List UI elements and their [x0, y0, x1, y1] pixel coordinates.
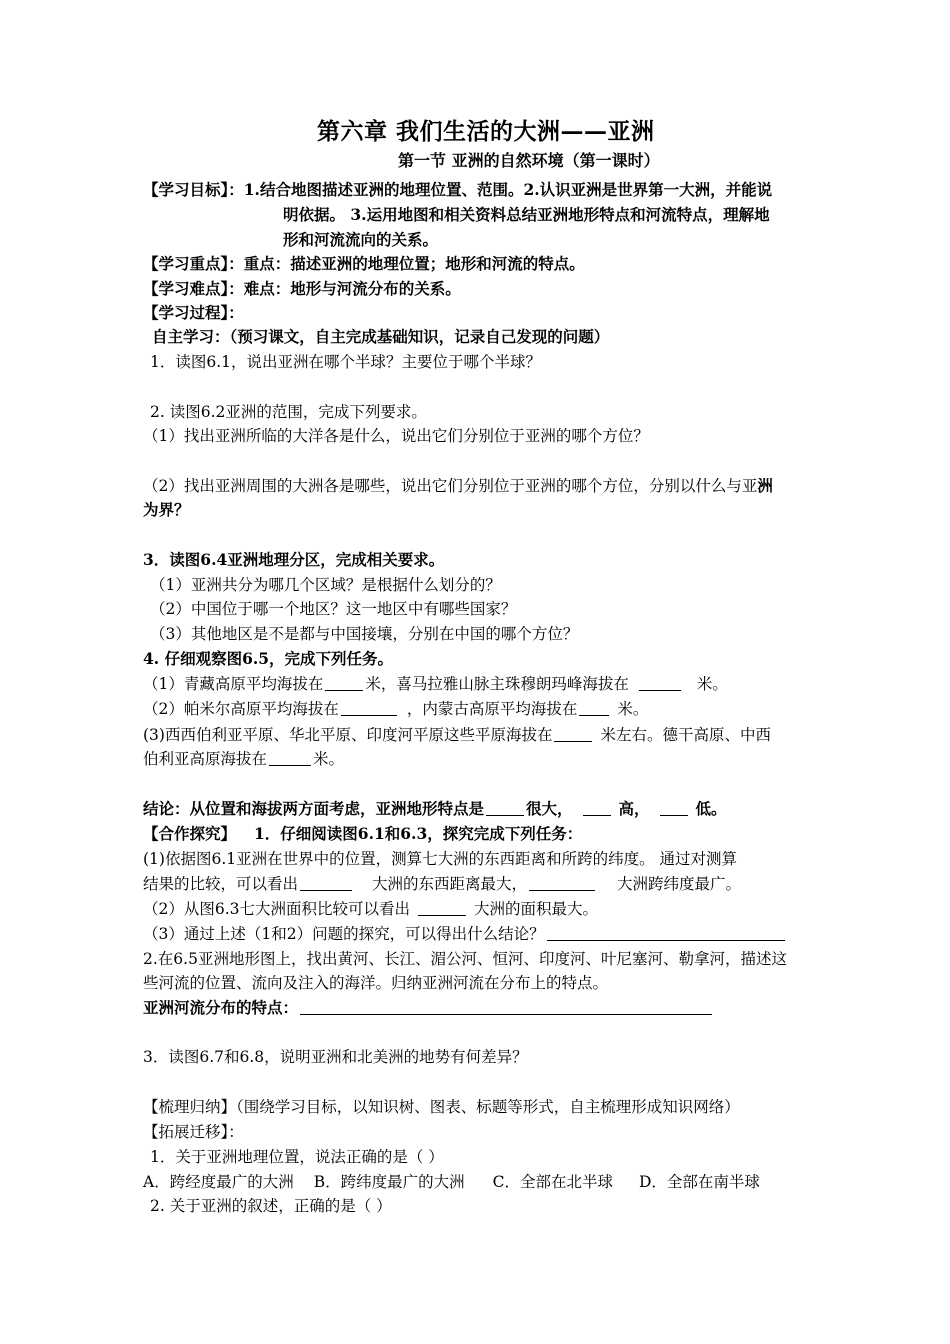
question-4-2	[143, 699, 950, 719]
question-2: 2. 读图6.2亚洲的范围，完成下列要求。	[150, 403, 427, 421]
q4-2-text-a: （2）帕米尔高原平均海拔在	[143, 700, 339, 718]
question-2-2-cont: 为界？	[143, 500, 190, 519]
process-label: 【学习过程】：	[143, 303, 244, 322]
answer-blank[interactable]	[639, 675, 681, 691]
answer-blank[interactable]	[529, 875, 595, 891]
question-4-3	[143, 725, 950, 745]
answer-blank[interactable]	[418, 900, 466, 916]
answer-blank[interactable]	[325, 675, 363, 691]
river-features-label: 亚洲河流分布的特点：	[143, 998, 299, 1017]
coop-q2	[143, 899, 950, 919]
coop-q5: 3．读图6.7和6.8，说明亚洲和北美洲的地势有何差异？	[143, 1048, 528, 1066]
question-4-1	[143, 674, 950, 694]
question-2-1: （1）找出亚洲所临的大洋各是什么，说出它们分别位于亚洲的哪个方位？	[143, 427, 649, 445]
conclusion-text-b: 很大，	[526, 799, 573, 818]
section-subtitle: 第一节 亚洲的自然环境（第一课时）	[398, 151, 660, 170]
key-points-label: 【学习重点】：	[143, 254, 244, 273]
c1b-text-b: 大洲的东西距离最大，	[372, 875, 528, 893]
c3-text-a: （3）通过上述（1和2）问题的探究，可以得出什么结论？	[143, 925, 545, 943]
question-3-1: （1）亚洲共分为哪几个区域？是根据什么划分的？	[150, 576, 501, 594]
coop-q1-line2	[143, 874, 950, 894]
river-features	[143, 998, 950, 1018]
answer-blank[interactable]	[579, 700, 609, 716]
answer-blank[interactable]	[554, 726, 592, 742]
c1b-text-c: 大洲跨纬度最广。	[617, 875, 742, 893]
objectives-label: 【学习目标】：	[143, 180, 244, 199]
coop-text: 1．仔细阅读图6.1和6.3，探究完成下列任务：	[254, 824, 583, 843]
self-study-heading: 自主学习：（预习课文，自主完成基础知识，记录自己发现的问题）	[152, 327, 610, 346]
question-3: 3．读图6.4亚洲地理分区，完成相关要求。	[143, 550, 445, 569]
summary-label: 【梳理归纳】	[143, 1098, 237, 1116]
question-2-2	[143, 476, 950, 496]
objectives-line-3: 形和河流流向的关系。	[283, 230, 439, 249]
c2-text-b: 大洲的面积最大。	[474, 900, 599, 918]
coop-q4-line2: 些河流的位置、流向及注入的海洋。归纳亚洲河流在分布上的特点。	[143, 974, 609, 992]
extend-label: 【拓展迁移】：	[143, 1123, 244, 1141]
difficulties-text: 难点：地形与河流分布的关系。	[243, 279, 461, 298]
coop-q4-line1: 2.在6.5亚洲地形图上，找出黄河、长江、湄公河、恒河、印度河、叶尼塞河、勒拿河，描述这	[143, 950, 787, 968]
q4-2-text-b: ，内蒙古高原平均海拔在	[406, 700, 578, 718]
conclusion-text-d: 低。	[695, 799, 727, 818]
q4-1-text-a: （1）青藏高原平均海拔在	[143, 675, 324, 693]
c1b-text-a: 结果的比较，可以看出	[143, 875, 299, 893]
option-a[interactable]: A．跨经度最广的大洲	[143, 1173, 294, 1191]
summary	[143, 1097, 950, 1117]
coop-q3	[143, 924, 950, 944]
question-2-2-bold-end: 洲	[757, 476, 773, 495]
conclusion-text-a: 结论：从位置和海拔两方面考虑，亚洲地形特点是	[143, 799, 485, 818]
objectives-line-2: 明依据。 3.运用地图和相关资料总结亚洲地形特点和河流特点，理解地	[283, 205, 770, 224]
key-points	[143, 254, 950, 274]
question-1: 1．读图6.1，说出亚洲在哪个半球？主要位于哪个半球？	[150, 353, 542, 371]
conclusion	[143, 799, 950, 819]
answer-blank[interactable]	[269, 750, 311, 766]
q4-1-text-c: 米。	[696, 675, 728, 693]
q4-3-text-a: (3)西西伯利亚平原、华北平原、印度河平原这些平原海拔在	[143, 726, 553, 744]
coop-q1-line1: (1)依据图6.1亚洲在世界中的位置，测算七大洲的东西距离和所跨的纬度。 通过对测算	[143, 850, 738, 868]
objectives-line-1	[143, 180, 950, 200]
answer-blank[interactable]	[660, 800, 688, 816]
extend-q1: 1．关于亚洲地理位置，说法正确的是（ ）	[150, 1148, 444, 1166]
difficulties	[143, 279, 950, 299]
answer-blank[interactable]	[300, 875, 352, 891]
question-3-2: （2）中国位于哪一个地区？这一地区中有哪些国家？	[150, 600, 517, 618]
cooperative-inquiry	[143, 824, 950, 844]
extend-q2: 2. 关于亚洲的叙述，正确的是（ ）	[150, 1197, 392, 1215]
question-4-3-cont	[143, 749, 950, 769]
conclusion-text-c: 高，	[618, 799, 650, 818]
coop-label: 【合作探究】	[143, 824, 237, 843]
question-2-2-text: （2）找出亚洲周围的大洲各是哪些，说出它们分别位于亚洲的哪个方位，分别以什么与亚	[143, 477, 758, 495]
q4-3-text-c: 伯利亚高原海拔在	[143, 750, 268, 768]
summary-text: （围绕学习目标，以知识树、图表、标题等形式，自主梳理形成知识网络）	[236, 1098, 740, 1116]
q4-3-text-d: 米。	[313, 750, 345, 768]
difficulties-label: 【学习难点】：	[143, 279, 244, 298]
answer-blank[interactable]	[341, 700, 397, 716]
answer-blank[interactable]	[547, 925, 785, 941]
page-title: 第六章 我们生活的大洲——亚洲	[317, 118, 655, 145]
option-c[interactable]: C．全部在北半球	[492, 1173, 613, 1191]
option-b[interactable]: B．跨纬度最广的大洲	[313, 1173, 465, 1191]
answer-blank[interactable]	[300, 999, 712, 1015]
answer-blank[interactable]	[486, 800, 524, 816]
option-d[interactable]: D．全部在南半球	[638, 1173, 760, 1191]
q4-1-text-b: 米，喜马拉雅山脉主珠穆朗玛峰海拔在	[365, 675, 629, 693]
q4-3-text-b: 米左右。德干高原、中西	[600, 726, 771, 744]
extend-q1-options	[143, 1172, 950, 1192]
objectives-text-1: 1.结合地图描述亚洲的地理位置、范围。2.认识亚洲是世界第一大洲，并能说	[243, 180, 773, 199]
q4-2-text-c: 米。	[617, 700, 649, 718]
c2-text-a: （2）从图6.3七大洲面积比较可以看出	[143, 900, 411, 918]
key-points-text: 重点：描述亚洲的地理位置；地形和河流的特点。	[243, 254, 585, 273]
answer-blank[interactable]	[583, 800, 611, 816]
question-4: 4. 仔细观察图6.5，完成下列任务。	[143, 649, 394, 668]
question-3-3: （3）其他地区是不是都与中国接壤，分别在中国的哪个方位？	[150, 625, 579, 643]
